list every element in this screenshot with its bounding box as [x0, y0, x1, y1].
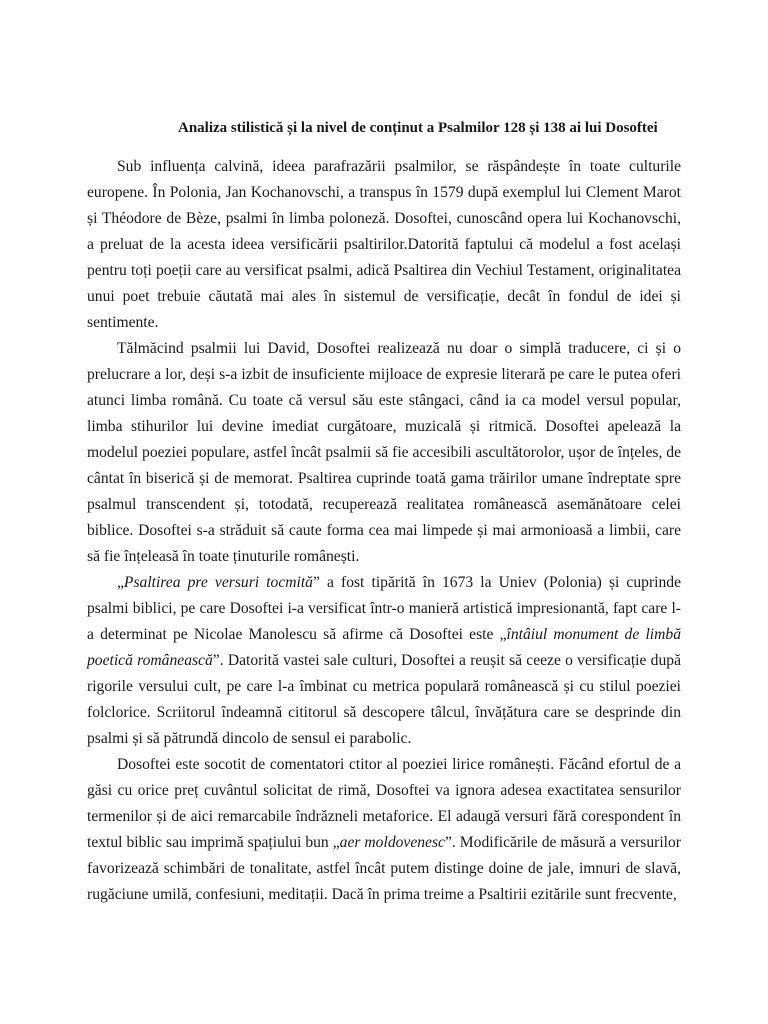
paragraph-text: Tălmăcind psalmii lui David, Dosoftei realizează nu doar o simplă traducere, ci și o prelucrare a lor, deși s-a izbit de insuficiente mijloace de expresie literară pe care le putea oferi atunci limba română. Cu toate că versul său este stângaci, când ia ca model versul popular, limba stihurilor lui devine imediat curgătoare, muzicală și ritmică. Dosoftei apelează la modelul poeziei populare, astfel încât psalmii să fie accesibili ascultătorolor, ușor de înțeles, de cântat în biserică și de memorat. Psaltirea cuprinde toată gama trăirilor umane îndreptate spre psalmul transcendent și, totodată, recuperează realitatea românească asemănătoare celei biblice. Dosoftei s-a străduit să caute forma cea mai limpede și mai armonioasă a limbii, care să fie înțeleasă în toate ținuturile românești. [87, 340, 681, 565]
paragraph-text: Sub influența calvină, ideea parafrazării psalmilor, se răspândește în toate culturile europene. În Polonia, Jan Kochanovschi, a transpus în 1579 după exemplul lui Clement Marot și Théodore de Bèze, psalmi în limba poloneză. Dosoftei, cunoscând opera lui Kochanovschi, a preluat de la acesta ideea versificării psaltirilor.Datorită faptului că modelul a fost același pentru toți poeții care au versificat psalmi, adică Psaltirea din Vechiul Testament, originalitatea unui poet trebuie căutată mai ales în sistemul de versificație, decât în fondul de idei și sentimente. [87, 158, 681, 331]
paragraph-text: „ [117, 574, 124, 591]
paragraph-text: ” a fost tipărită în 1673 la Uniev (Polonia) și cuprinde psalmi biblici, pe care Dosoftei i-a versificat într-o manieră artistică impresionantă, fapt care l-a determinat pe Nicolae Manolescu să afirme că Dosoftei este „ [87, 574, 681, 643]
paragraph-text: ”. Datorită vastei sale culturi, Dosoftei a reușit să ceeze o versificație după rigorile versului cult, pe care l-a îmbinat cu metrica populară românească și cu stilul poeziei folclorice. Scriitorul îndeamnă cititorul să descopere tâlcul, învățătura care se desprinde din psalmi și să pătrundă dincolo de sensul ei parabolic. [87, 652, 681, 747]
document-title: Analiza stilistică și la nivel de conținut a Psalmilor 128 și 138 ai lui Dosoftei [178, 120, 658, 136]
italic-quote: Psaltirea pre versuri tocmită [123, 574, 313, 591]
body-paragraph [87, 570, 681, 752]
body-paragraph [87, 336, 681, 570]
italic-quote: aer moldovenesc [339, 834, 445, 851]
italic-quote: întâiul monument de limbă poetică românească [87, 626, 681, 669]
paragraph-text: ”. Modificările de măsură a versurilor favorizează schimbări de tonalitate, astfel încât putem distinge doine de jale, imnuri de slavă, rugăciune umilă, confesiuni, meditații. Dacă în prima treime a Psaltirii ezitările sunt frecvente, [87, 834, 681, 903]
paragraph-text: Dosoftei este socotit de comentatori ctitor al poeziei lirice românești. Făcând efortul de a găsi cu orice preț cuvântul solicitat de rimă, Dosoftei va ignora adesea exactitatea sensurilor termenilor și de aici remarcabile îndrăzneli metaforice. El adaugă versuri fără corespondent în textul biblic sau imprimă spațiului bun „ [87, 756, 681, 851]
body-paragraph [87, 752, 681, 908]
document-body [87, 154, 681, 908]
body-paragraph [87, 154, 681, 336]
